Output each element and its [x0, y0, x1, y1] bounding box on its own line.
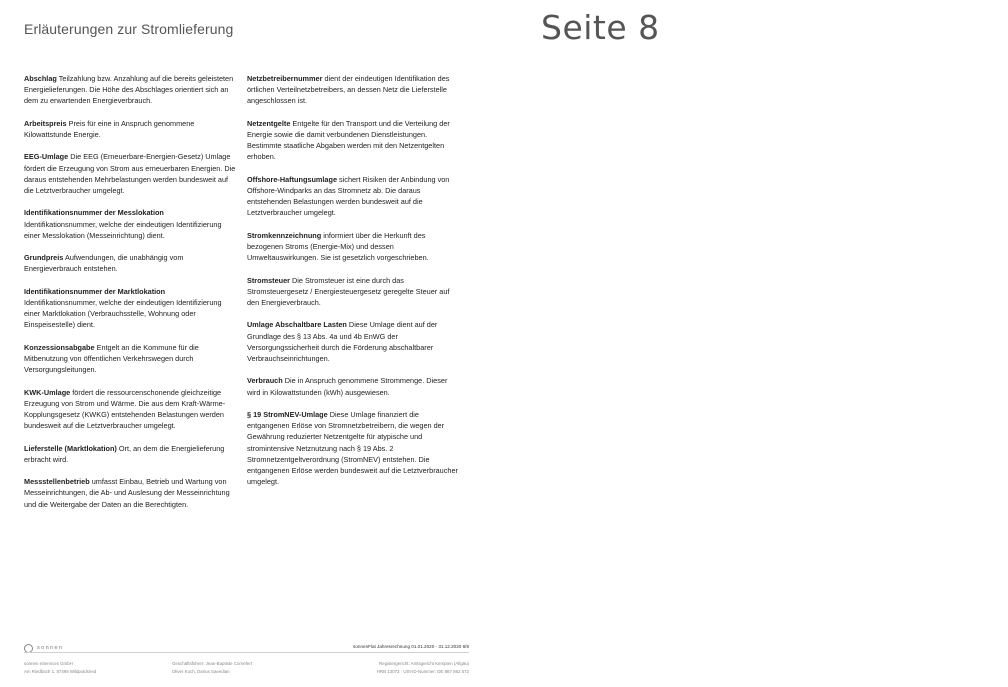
glossary-entry [247, 174, 459, 219]
glossary-definition: Die EEG (Erneuerbare-Energien-Gesetz) Umlage fördert die Erzeugung von Strom aus erneuerbaren Energien. Die daraus entstehenden Mehrbelastungen werden bundesweit auf die Letztverbraucher umgelegt. [24, 152, 236, 195]
footer-management-line: Geschäftsführer: Jean-Baptiste Cornefert [172, 661, 253, 666]
page-number: Seite 8 [541, 8, 660, 47]
glossary-definition: Aufwendungen, die unabhängig vom Energieverbrauch entstehen. [24, 253, 184, 274]
glossary-definition: fördert die ressourcenschonende gleichzeitige Erzeugung von Strom und Wärme. Die aus dem Kraft-Wärme- Kopplungsgesetz (KWKG) entstehenden Belastungen werden bundesweit auf die Letztverbraucher umgelegt. [24, 387, 226, 431]
glossary-term: Verbrauch [247, 376, 283, 386]
glossary-term: Messstellenbetrieb [24, 477, 90, 487]
glossary-term: Umlage Abschaltbare Lasten [247, 320, 347, 330]
document-reference: sonnenFlat Jahresrechnung 01.01.2020 - 31.12.2020 8/8 [353, 644, 469, 649]
footer-company-name: sonnen eServices GmbH [24, 661, 73, 666]
page-title: Erläuterungen zur Stromlieferung [24, 21, 234, 37]
glossary-term: Netzbetreibernummer [247, 74, 323, 83]
glossary-term: Stromkennzeichnung [247, 230, 322, 240]
glossary-definition: Die Stromsteuer ist eine durch das Stromsteuergesetz / Energiesteuergesetz geregelte Steuer auf den Energieverbrauch. [247, 275, 450, 307]
glossary-term: Identifikationsnummer der Messlokation [24, 208, 164, 218]
glossary-term: Konzessionsabgabe [24, 342, 95, 352]
glossary-definition: Die in Anspruch genommene Strommenge. Dieser wird in Kilowattstunden (kWh) ausgewiesen. [247, 376, 448, 397]
glossary-right-column [247, 73, 459, 499]
glossary-entry [24, 207, 236, 241]
glossary-term: Netzentgelte [247, 118, 291, 128]
glossary-entry [24, 387, 236, 432]
footer-company-address: Am Riedbach 1, 87499 Wildpoldsried [24, 669, 97, 675]
glossary-term: Stromsteuer [247, 275, 290, 285]
footer-management [172, 660, 252, 677]
glossary-term: EEG-Umlage [24, 152, 69, 162]
footer-management-line: Oliver Koch, Darius Saeedian [172, 669, 230, 675]
logo-text: sonnen [37, 645, 64, 651]
glossary-term: Abschlag [24, 74, 57, 83]
glossary-entry [247, 118, 459, 163]
glossary-entry [24, 252, 236, 274]
glossary-definition: Entgelt an die Kommune für die Mitbenutzung von öffentlichen Verkehrswegen durch Versorgungsleitungen. [24, 342, 199, 375]
glossary-entry [247, 319, 459, 364]
glossary-entry [24, 443, 236, 465]
glossary-definition: sichert Risiken der Anbindung von Offshore-Windparks an das Stromnetz ab. Die daraus entstehenden Belastungen werden bundesweit auf die Letztverbraucher umgelegt. [247, 174, 450, 218]
glossary-entry [24, 476, 236, 510]
glossary-definition: Identifikationsnummer, welche der eindeutigen Identifizierung einer Marktlokation (Verbrauchsstelle, Wohnung oder Einspeisestelle) dient. [24, 297, 222, 330]
glossary-term: Offshore-Haftungsumlage [247, 174, 337, 184]
glossary-entry [247, 230, 459, 264]
glossary-entry [24, 118, 236, 140]
glossary-definition: Teilzahlung bzw. Anzahlung auf die bereits geleisteten Energielieferungen. Die Höhe des Abschlages orientiert sich an dem zu erwartenden Energieverbrauch. [24, 74, 234, 106]
footer-company [24, 660, 96, 677]
glossary-entry [247, 409, 459, 487]
glossary-term: Arbeitspreis [24, 118, 67, 128]
glossary-entry [247, 375, 459, 397]
glossary-definition: informiert über die Herkunft des bezogenen Stroms (Energie-Mix) und dessen Umweltauswirkungen. Sie ist gesetzlich vorgeschrieben. [247, 230, 429, 263]
footer-registry-line: HRB 13073 · USt-ID-Nummer: DE 887 862 572 [376, 669, 469, 675]
glossary-definition: Entgelte für den Transport und die Verteilung der Energie sowie die damit verbundenen Dienstleistungen. Bestimmte staatliche Abgaben werden mit den Netzentgelten erhoben. [247, 118, 450, 162]
glossary-term: § 19 StromNEV-Umlage [247, 409, 328, 419]
glossary-definition: Identifikationsnummer, welche der eindeutigen Identifizierung einer Messlokation (Messeinrichtung) dient. [24, 219, 222, 240]
glossary-definition: dient der eindeutigen Identifikation des örtlichen Verteilnetzbetreibers, an dessen Netz die Lieferstelle angeschlossen ist. [247, 74, 450, 106]
glossary-entry [24, 342, 236, 376]
glossary-entry [24, 73, 236, 107]
glossary-term: Lieferstelle (Marktlokation) [24, 443, 117, 453]
glossary-term: Identifikationsnummer der Marktlokation [24, 286, 166, 296]
glossary-definition: umfasst Einbau, Betrieb und Wartung von Messeinrichtungen, die Ab- und Auslesung der Messeinrichtung und die Weitergabe der Daten an die Berechtigten. [24, 477, 230, 509]
footer-divider [24, 652, 469, 653]
glossary-entry [24, 151, 236, 196]
glossary-definition: Preis für eine in Anspruch genommene Kilowattstunde Energie. [24, 118, 195, 139]
footer-registry-line: Registergericht: Amtsgericht Kempten (Allgäu) [378, 661, 469, 666]
glossary-term: Grundpreis [24, 253, 64, 263]
glossary-entry [247, 275, 459, 309]
glossary-definition: Diese Umlage dient auf der Grundlage des § 13 Abs. 4a und 4b EnWG der Versorgungssicherheit durch die Förderung abschaltbarer Verbrauchseinrichtungen. [247, 320, 438, 363]
glossary-definition: Ort, an dem die Energielieferung erbracht wird. [24, 443, 225, 464]
footer-registry [340, 660, 469, 677]
glossary-left-column [24, 73, 236, 521]
glossary-term: KWK-Umlage [24, 387, 71, 397]
glossary-definition: Diese Umlage finanziert die entgangenen Erlöse von Stromnetzbetreibern, die wegen der Gewährung reduzierter Netzentgelte für atypische und stromintensive Netznutzung nach § 19 Abs. 2 Stromnetzentgeltverordnung (StromNEV) entstehen. Die entgangenen Erlöse werden bundesweit auf die Letztverbraucher umgelegt. [247, 409, 458, 487]
glossary-entry [247, 73, 459, 107]
glossary-entry [24, 286, 236, 331]
